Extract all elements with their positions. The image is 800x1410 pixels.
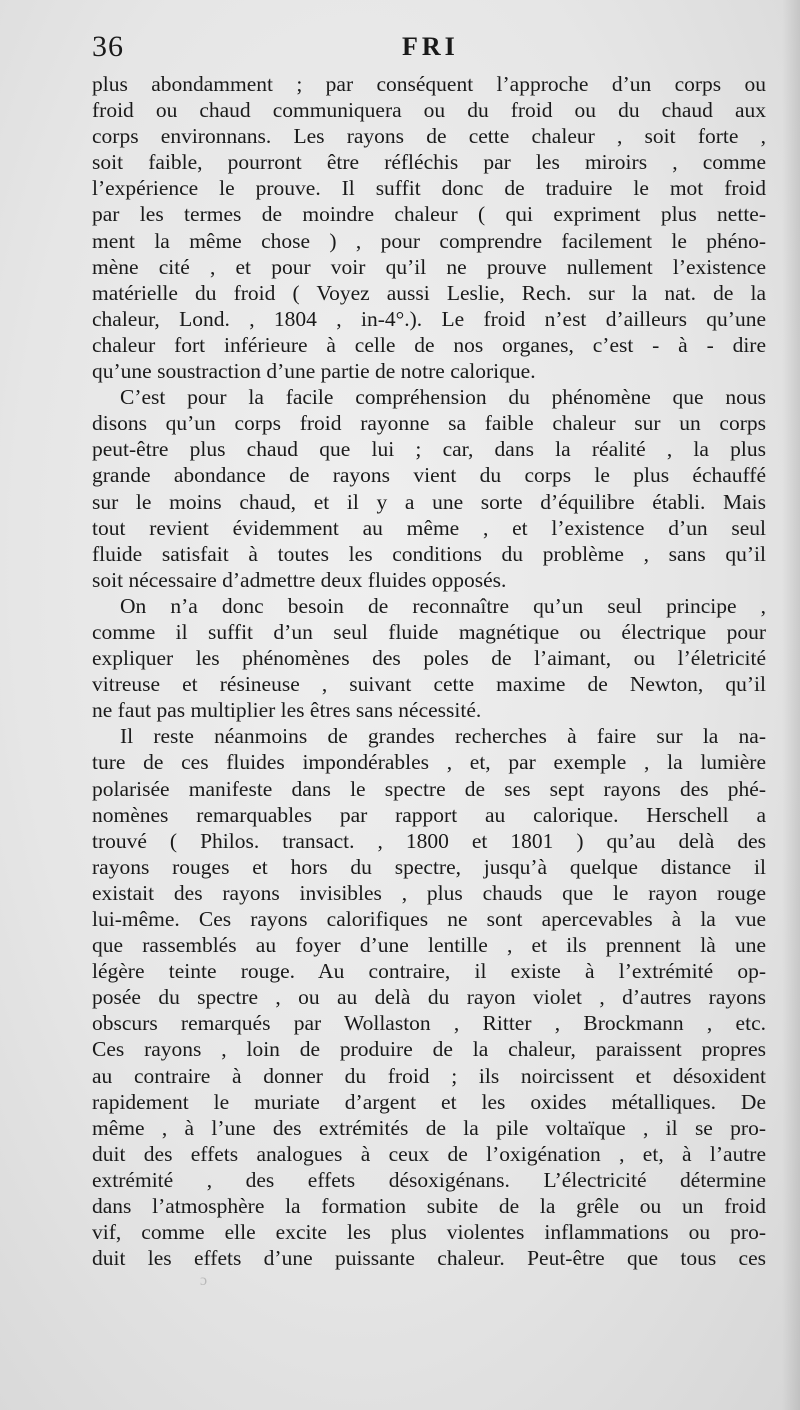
body-text bbox=[92, 71, 766, 1271]
text-line: C’est pour la facile compréhension du phénomène que nous bbox=[120, 385, 766, 410]
text-line: extrémité , des effets désoxigénans. L’électricité détermine bbox=[92, 1167, 766, 1192]
text-line: duit des effets analogues à ceux de l’oxigénation , et, à l’autre bbox=[92, 1141, 766, 1166]
text-line: dans l’atmosphère la formation subite de la grêle ou un froid bbox=[92, 1194, 766, 1219]
text-line: ne faut pas multiplier les êtres sans nécessité. bbox=[92, 698, 482, 723]
text-line: chaleur fort inférieure à celle de nos organes, c’est - à - dire bbox=[92, 332, 766, 357]
text-line: l’expérience le prouve. Il suffit donc de traduire le mot froid bbox=[92, 176, 766, 201]
text-line: vitreuse et résineuse , suivant cette maxime de Newton, qu’il bbox=[92, 672, 766, 697]
text-line: obscurs remarqués par Wollaston , Ritter , Brockmann , etc. bbox=[92, 1011, 766, 1036]
text-line: matérielle du froid ( Voyez aussi Leslie, Rech. sur la nat. de la bbox=[92, 280, 766, 305]
text-line: polarisée manifeste dans le spectre de ses sept rayons des phé- bbox=[92, 776, 766, 801]
text-line: duit les effets d’une puissante chaleur. Peut-être que tous ces bbox=[92, 1246, 766, 1271]
text-line: nomènes remarquables par rapport au calorique. Herschell a bbox=[92, 802, 766, 827]
text-line: chaleur, Lond. , 1804 , in-4°.). Le froid n’est d’ailleurs qu’une bbox=[92, 306, 766, 331]
text-line: trouvé ( Philos. transact. , 1800 et 1801 ) qu’au delà des bbox=[92, 828, 766, 853]
text-line: soit faible, pourront être réfléchis par les miroirs , comme bbox=[92, 150, 766, 175]
text-line: existait des rayons invisibles , plus chauds que le rayon rouge bbox=[92, 880, 766, 905]
text-line: par les termes de moindre chaleur ( qui expriment plus nette- bbox=[92, 202, 766, 227]
text-line: que rassemblés au foyer d’une lentille , et ils prennent là une bbox=[92, 933, 766, 958]
page-edge-shadow bbox=[782, 0, 800, 1410]
text-line: soit nécessaire d’admettre deux fluides opposés. bbox=[92, 567, 507, 592]
text-line: mène cité , et pour voir qu’il ne prouve nullement l’existence bbox=[92, 254, 766, 279]
text-line: légère teinte rouge. Au contraire, il existe à l’extrémité op- bbox=[92, 959, 766, 984]
text-line: sur le moins chaud, et il y a une sorte d’équilibre établi. Mais bbox=[92, 489, 766, 514]
text-line: vif, comme elle excite les plus violentes inflammations ou pro- bbox=[92, 1220, 766, 1245]
text-line: rapidement le muriate d’argent et les oxides métalliques. De bbox=[92, 1089, 766, 1114]
text-line: lui-même. Ces rayons calorifiques ne sont apercevables à la vue bbox=[92, 907, 766, 931]
text-line: disons qu’un corps froid rayonne sa faible chaleur sur un corps bbox=[92, 411, 766, 436]
text-line: plus abondamment ; par conséquent l’approche d’un corps ou bbox=[92, 72, 766, 96]
text-line: ment la même chose ) , pour comprendre facilement le phéno- bbox=[92, 228, 766, 253]
text-line: rayons rouges et hors du spectre, jusqu’à quelque distance il bbox=[92, 854, 766, 879]
bleed-through-mark: ɔ bbox=[200, 1272, 208, 1289]
text-line: Il reste néanmoins de grandes recherches à faire sur la na- bbox=[120, 724, 766, 749]
text-line: comme il suffit d’un seul fluide magnétique ou électrique pour bbox=[92, 619, 766, 644]
text-line: grande abondance de rayons vient du corps le plus échauffé bbox=[92, 463, 766, 488]
page-number: 36 bbox=[92, 30, 124, 63]
text-line: ture de ces fluides impondérables , et, par exemple , la lumière bbox=[92, 750, 766, 775]
text-line: tout revient évidemment au même , et l’existence d’un seul bbox=[92, 515, 766, 540]
text-line: posée du spectre , ou au delà du rayon violet , d’autres rayons bbox=[92, 985, 766, 1010]
text-line: qu’une soustraction d’une partie de notre calorique. bbox=[92, 359, 536, 384]
text-line: Ces rayons , loin de produire de la chaleur, paraissent propres bbox=[92, 1037, 766, 1062]
text-line: même , à l’une des extrémités de la pile voltaïque , il se pro- bbox=[92, 1115, 766, 1140]
page-header bbox=[92, 30, 764, 70]
text-line: au contraire à donner du froid ; ils noircissent et désoxident bbox=[92, 1063, 766, 1088]
text-line: expliquer les phénomènes des poles de l’aimant, ou l’életricité bbox=[92, 646, 766, 671]
running-head: FRI bbox=[402, 32, 459, 61]
text-line: corps environnans. Les rayons de cette chaleur , soit forte , bbox=[92, 124, 766, 149]
text-line: peut-être plus chaud que lui ; car, dans la réalité , la plus bbox=[92, 437, 766, 462]
text-line: fluide satisfait à toutes les conditions du problème , sans qu’il bbox=[92, 541, 766, 566]
text-line: froid ou chaud communiquera ou du froid ou du chaud aux bbox=[92, 98, 766, 123]
text-line: On n’a donc besoin de reconnaître qu’un seul principe , bbox=[120, 593, 766, 618]
